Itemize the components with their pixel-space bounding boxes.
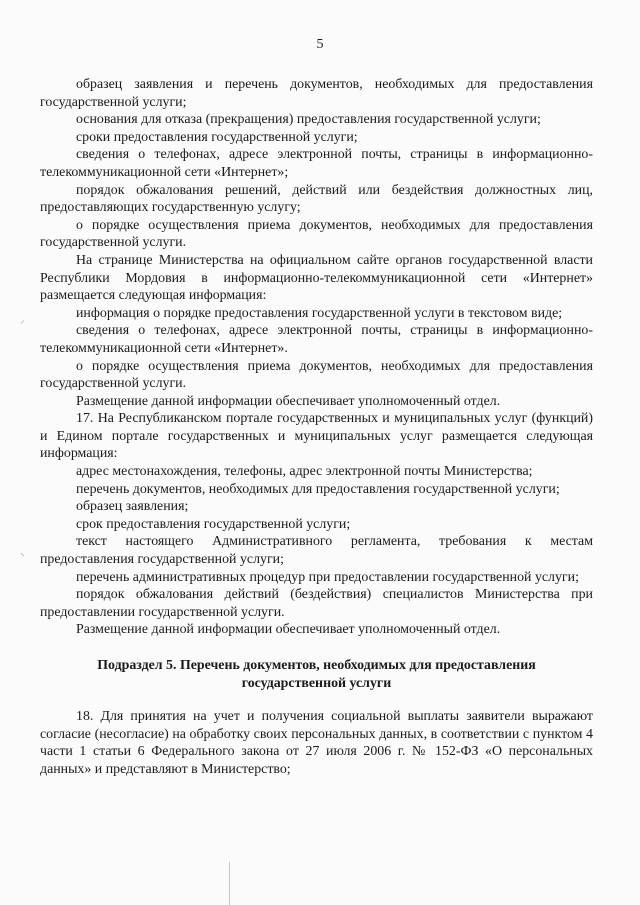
paragraph-group-after (40, 708, 593, 778)
paragraph: перечень административных процедур при предоставлении государственной услуги; (76, 569, 579, 585)
scan-margin-mark: ⸌ (20, 552, 25, 563)
scan-artifact-line (229, 862, 230, 905)
paragraph: о порядке осуществления приема документов, необходимых для предоставления государственной услуги. (40, 358, 593, 392)
paragraph: сведения о телефонах, адресе электронной почты, страницы в информационно-телекоммуникационной сети «Интернет». (40, 323, 593, 356)
paragraph: текст настоящего Административного регламента, требования к местам предоставления государственной услуги; (40, 534, 593, 568)
document-body (40, 76, 593, 779)
paragraph: порядок обжалования решений, действий или бездействия должностных лиц, предоставляющих государственную услугу; (40, 182, 593, 216)
paragraph: На странице Министерства на официальном сайте органов государственной власти Республики Мордовия в информационно-телекоммуникационной сети «Интернет» размещается следующая информация: (40, 252, 593, 304)
subsection-heading-line: государственной услуги (241, 675, 392, 691)
subsection-heading-line: Подраздел 5. Перечень документов, необходимых для предоставления (97, 658, 536, 673)
subsection-heading (40, 657, 593, 692)
paragraph: адрес местонахождения, телефоны, адрес электронной почты Министерства; (76, 464, 533, 480)
page-number: 5 (316, 37, 324, 52)
paragraph: о порядке осуществления приема документов, необходимых для предоставления государственной услуги. (40, 217, 593, 251)
paragraph: Размещение данной информации обеспечивает уполномоченный отдел. (76, 622, 501, 638)
paragraph: образец заявления и перечень документов, необходимых для предоставления государственной услуги; (40, 77, 593, 110)
paragraph: образец заявления; (76, 499, 189, 515)
paragraph: 18. Для принятия на учет и получения социальной выплаты заявители выражают согласие (несогласие) на обработку своих персональных данных, в соответствии с пунктом 4 части 1 статьи 6 Федерального закона от 27 июля 2006 г. № 152-ФЗ «О персональных данных» и представляют в Министерство; (40, 709, 593, 777)
paragraph: сведения о телефонах, адресе электронной почты, страницы в информационно-телекоммуникационной сети «Интернет»; (40, 147, 593, 180)
paragraph: информация о порядке предоставления государственной услуги в текстовом виде; (76, 305, 563, 321)
paragraph-group-before (40, 76, 593, 639)
paragraph: сроки предоставления государственной услуги; (76, 129, 358, 145)
paragraph: Размещение данной информации обеспечивает уполномоченный отдел. (76, 393, 501, 409)
paragraph: 17. На Республиканском портале государственных и муниципальных услуг (функций) и Едином портале государственных и муниципальных услуг размещается следующая информация: (40, 411, 593, 462)
paragraph: срок предоставления государственной услуги; (76, 516, 351, 532)
paragraph: перечень документов, необходимых для предоставления государственной услуги; (76, 481, 560, 497)
paragraph: основания для отказа (прекращения) предоставления государственной услуги; (76, 112, 541, 128)
paragraph: порядок обжалования действий (бездействия) специалистов Министерства при предоставлении государственной услуги. (40, 587, 593, 620)
scan-margin-mark: ⸝ (20, 315, 25, 326)
